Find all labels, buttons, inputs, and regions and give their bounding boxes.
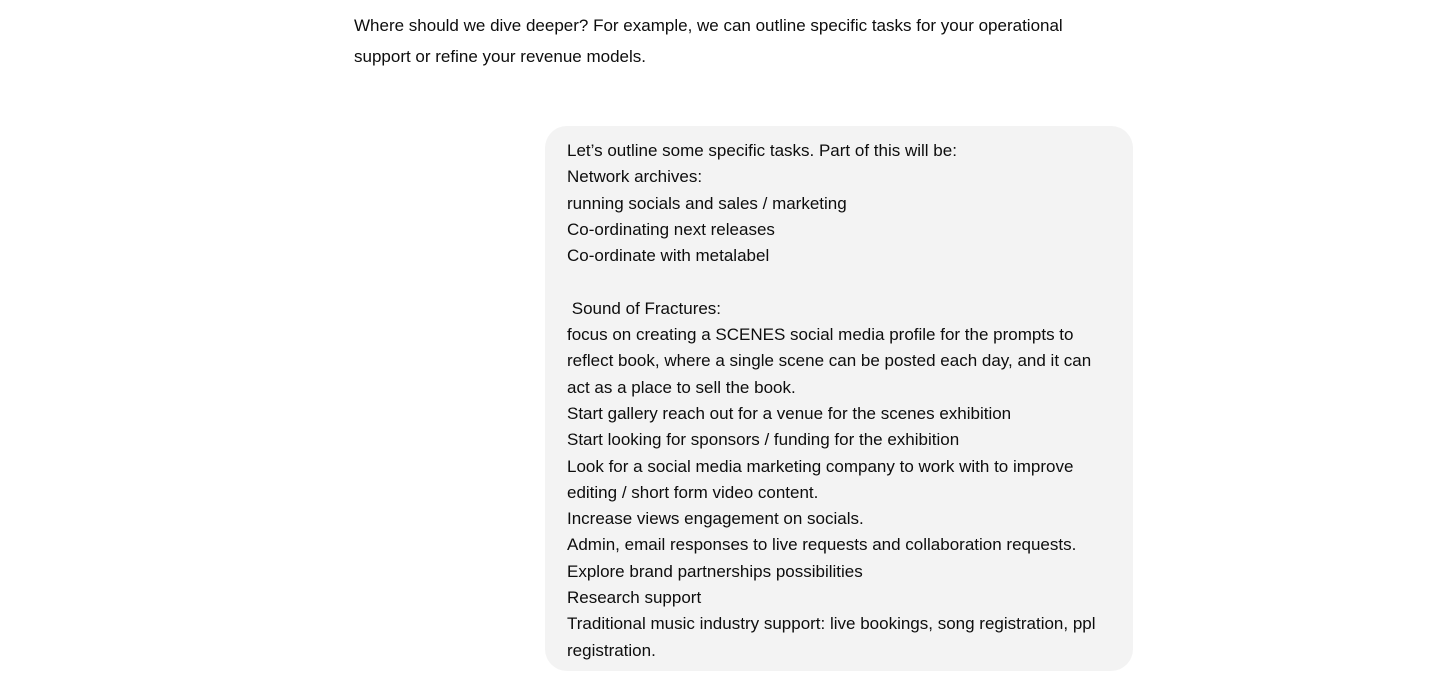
user-message-line: Sound of Fractures: [567, 298, 722, 318]
user-message-line: Co-ordinating next releases [567, 219, 775, 239]
user-message-line: Research support [567, 588, 702, 608]
user-message-line: Start gallery reach out for a venue for the scenes exhibition [567, 403, 1012, 423]
user-message-line: Increase views engagement on socials. [567, 509, 864, 529]
user-message-line: reflect book, where a single scene can be posted each day, and it can [567, 351, 1092, 371]
user-message-line: Traditional music industry support: live bookings, song registration, ppl [567, 614, 1096, 634]
user-message-line: editing / short form video content. [567, 482, 819, 502]
user-message-line: Admin, email responses to live requests and collaboration requests. [567, 535, 1077, 555]
user-message-line: act as a place to sell the book. [567, 377, 796, 397]
user-message-line: Network archives: [567, 167, 703, 187]
user-message-bubble [545, 126, 1133, 671]
user-message-line: focus on creating a SCENES social media profile for the prompts to [567, 325, 1074, 345]
assistant-message-text: Where should we dive deeper? For example, we can outline specific tasks for your operational support or refine your revenue models. [354, 16, 1063, 66]
assistant-message [354, 10, 1094, 72]
user-message-line: Start looking for sponsors / funding for the exhibition [567, 430, 960, 450]
user-message-line: running socials and sales / marketing [567, 193, 847, 213]
user-message-line: Explore brand partnerships possibilities [567, 561, 863, 581]
user-message-line: Let’s outline some specific tasks. Part of this will be: [567, 141, 957, 160]
user-message-line: Co-ordinate with metalabel [567, 246, 770, 266]
user-message-line: registration. [567, 640, 656, 660]
user-message-line [567, 269, 1117, 295]
user-message-line: Look for a social media marketing company to work with to improve [567, 456, 1074, 476]
